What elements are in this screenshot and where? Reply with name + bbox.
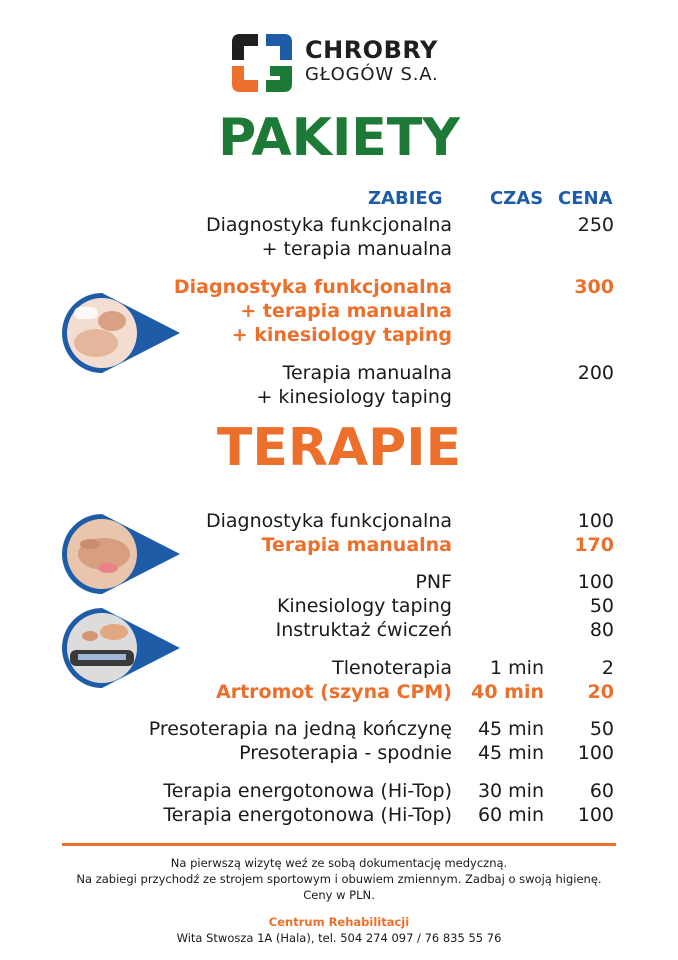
footer-note-3: Ceny w PLN. [303,888,375,902]
package-3-price: 200 [577,362,614,384]
therapy-row-time: 60 min [477,804,544,826]
chrobry-logo-icon [230,32,294,94]
therapy-row-price: 170 [574,534,614,556]
header-cena: CENA [558,188,613,209]
therapy-row-time: 1 min [490,657,544,679]
terapie-title: TERAPIE [216,418,462,478]
therapy-row-price: 80 [589,619,614,641]
package-3-line1: Terapia manualna [282,362,452,384]
therapy-row-name: Terapia manualna [261,534,452,556]
therapy-row-name: Terapia energotonowa (Hi-Top) [163,804,452,826]
footer-center-name: Centrum Rehabilitacji [268,915,410,929]
package-2-line2: + terapia manualna [240,300,452,322]
therapy-row-name: Tlenoterapia [332,657,452,679]
therapy-row-name: Artromot (szyna CPM) [216,681,452,703]
footer-note-2: Na zabiegi przychodź ze strojem sportowym i obuwiem zmiennym. Zadbaj o swoją higienę. [76,872,602,886]
header-zabieg: ZABIEG [368,188,443,209]
therapy-row-name: Terapia energotonowa (Hi-Top) [163,780,452,802]
therapy-row-price: 50 [589,718,614,740]
footer-note-1: Na pierwszą wizytę weź ze sobą dokumentację medyczną. [170,856,508,870]
logo-title: CHROBRY [305,36,438,64]
package-2-line3: + kinesiology taping [231,324,452,346]
massage-photo-icon [60,291,184,375]
therapy-row-name: Diagnostyka funkcjonalna [206,510,452,532]
therapy-row-price: 100 [577,804,614,826]
therapy-row-price: 100 [577,510,614,532]
package-2-line1: Diagnostyka funkcjonalna [173,276,452,298]
header-czas: CZAS [490,188,544,209]
footer-divider [62,843,616,846]
therapy-row-name: Instruktaż ćwiczeń [275,619,452,641]
package-2-price: 300 [574,276,614,298]
therapy-row-name: PNF [415,571,452,593]
therapy-row-name: Kinesiology taping [276,595,452,617]
package-3-line2: + kinesiology taping [256,386,452,408]
package-1-line2: + terapia manualna [261,238,452,260]
therapy-row-price: 100 [577,571,614,593]
therapy-row-name: Presoterapia na jedną kończynę [148,718,452,740]
therapy-row-time: 45 min [477,742,544,764]
therapy-row-name: Presoterapia - spodnie [239,742,452,764]
pakiety-title: PAKIETY [218,108,460,168]
package-1-price: 250 [577,214,614,236]
therapy-row-price: 2 [601,657,614,679]
therapy-row-price: 60 [589,780,614,802]
manual-therapy-photo-icon [60,512,184,596]
taping-photo-icon [60,606,184,690]
therapy-row-price: 50 [589,595,614,617]
therapy-row-time: 40 min [471,681,544,703]
package-1-line1: Diagnostyka funkcjonalna [206,214,452,236]
therapy-row-time: 30 min [477,780,544,802]
therapy-row-price: 100 [577,742,614,764]
therapy-row-time: 45 min [477,718,544,740]
footer-address: Wita Stwosza 1A (Hala), tel. 504 274 097 / 76 835 55 76 [176,931,502,945]
logo-subtitle: GŁOGÓW S.A. [305,64,439,85]
therapy-row-price: 20 [587,681,614,703]
